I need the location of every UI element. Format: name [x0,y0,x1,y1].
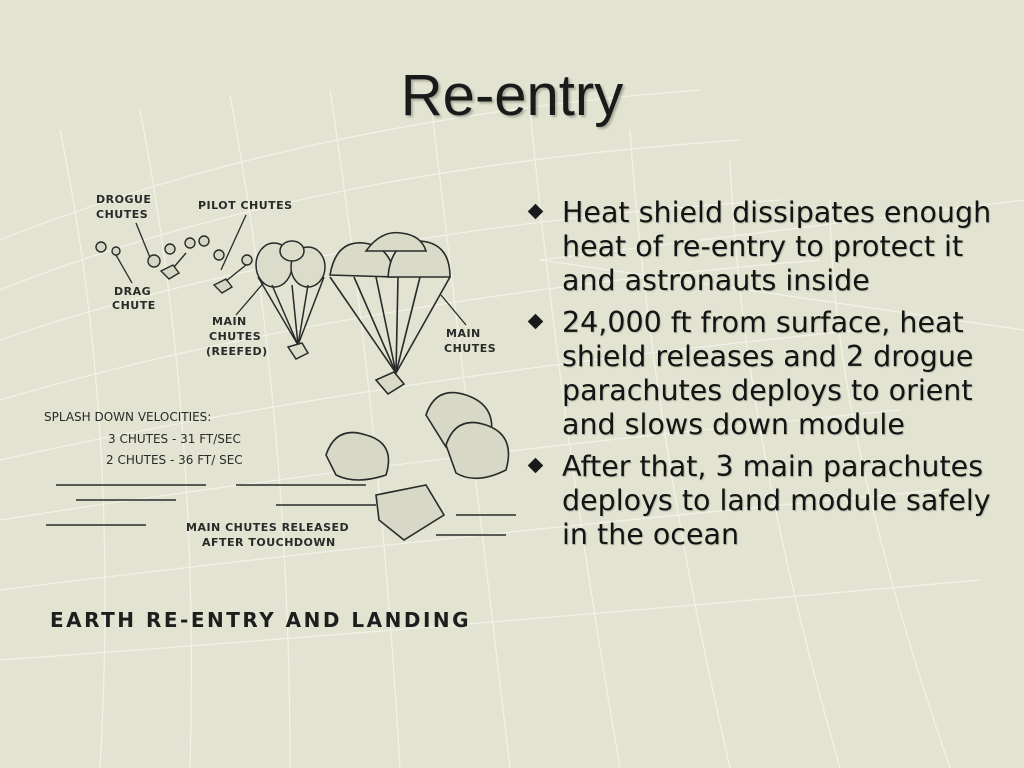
diagram-caption: EARTH RE-ENTRY AND LANDING [50,608,472,632]
label-splash-title: SPLASH DOWN VELOCITIES: [44,410,212,424]
label-drag-chute-2: CHUTE [112,299,156,312]
bullet-item [528,306,998,442]
bullet-text: After that, 3 main parachutes deploys to land module safely in the ocean [562,450,991,551]
label-drag-chute: DRAG [114,285,152,298]
bullet-text: Heat shield dissipates enough heat of re-entry to protect it and astronauts inside [562,196,992,297]
label-splash-2-chutes: 2 CHUTES - 36 FT/ SEC [106,453,243,467]
reentry-diagram [36,185,526,645]
slide-title: Re-entry [400,63,624,128]
bullet-text: 24,000 ft from surface, heat shield releases and 2 drogue parachutes deploys to orient and slows down module [562,306,974,441]
label-pilot-chutes: PILOT CHUTES [198,199,293,212]
reefed-main-chutes-icon [256,241,325,359]
label-splash-3-chutes: 3 CHUTES - 31 FT/SEC [108,432,241,446]
diamond-bullet-icon [528,204,544,220]
diamond-bullet-icon [528,314,544,330]
reentry-diagram-drawing [36,185,526,645]
label-chutes-released-2: AFTER TOUCHDOWN [202,536,336,549]
bullet-list [528,196,998,560]
label-main-reefed: MAIN [212,315,247,328]
label-main-chutes: MAIN [446,327,481,340]
label-drogue-chutes: DROGUE [96,193,152,206]
label-drogue-chutes-2: CHUTES [96,208,149,221]
main-chutes-icon [330,233,450,394]
label-chutes-released: MAIN CHUTES RELEASED [186,521,350,534]
bullet-item [528,196,998,298]
label-main-chutes-2: CHUTES [444,342,497,355]
bullet-item [528,450,998,552]
label-main-reefed-2: CHUTES [209,330,262,343]
diamond-bullet-icon [528,458,544,474]
splashdown-icon [326,393,509,541]
label-main-reefed-3: (REEFED) [206,345,268,358]
